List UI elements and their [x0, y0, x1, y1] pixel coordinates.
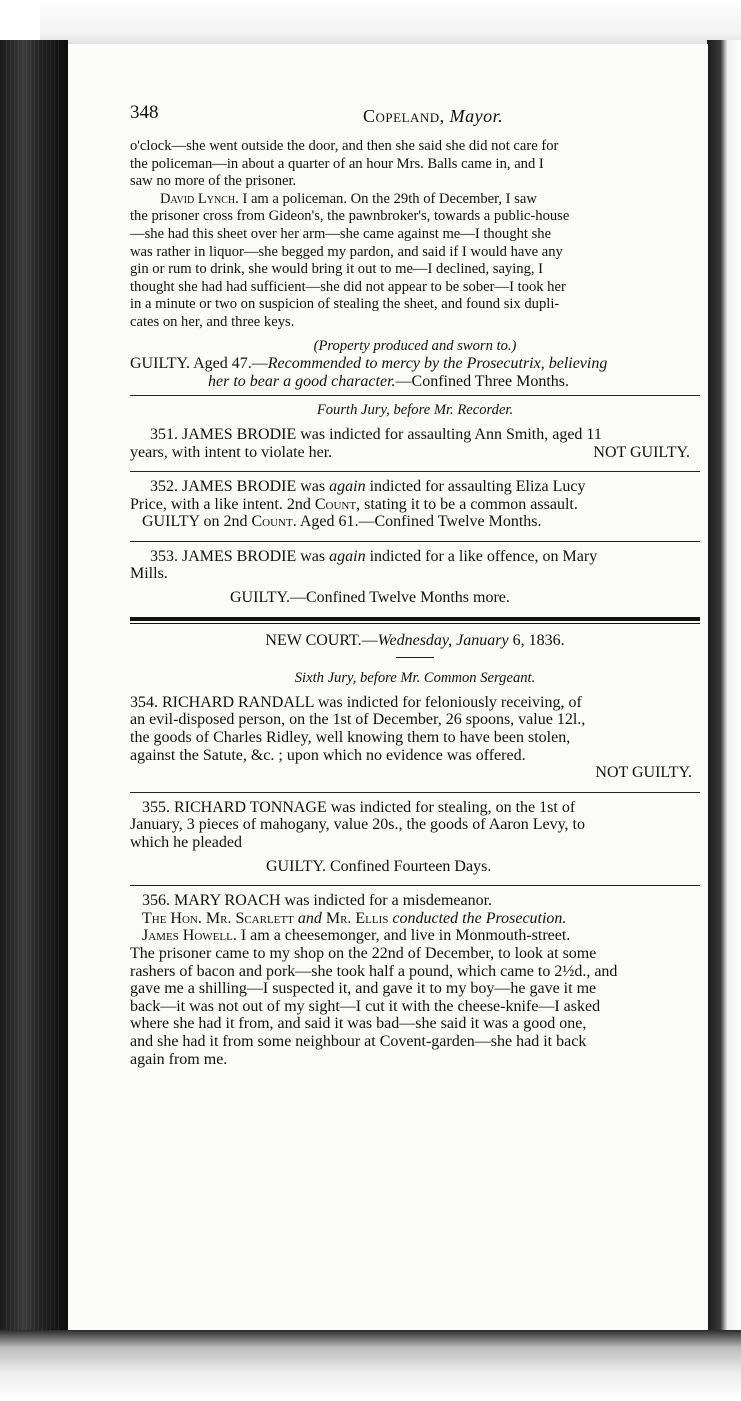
counsel-text: and — [293, 909, 326, 927]
court-year: 6, 1836. — [508, 631, 565, 649]
verdict-recommendation: Recommended to mercy by the Prosecutrix, believing — [267, 355, 608, 373]
text-line: an evil-disposed person, on the 1st of December, 26 spoons, value 12l., — [130, 711, 586, 729]
text-line: and she had it from some neighbour at Covent-garden—she had it back — [130, 1032, 587, 1050]
text-line: o'clock—she went outside the door, and then she said she did not care for — [130, 138, 559, 154]
page-number: 348 — [130, 102, 159, 123]
section-divider — [130, 471, 700, 472]
witness-name: James Howell. — [142, 927, 237, 945]
court-divider — [130, 617, 700, 624]
verdict-text: . Aged 61.—Confined Twelve Months. — [292, 513, 542, 531]
case-text: Count — [314, 495, 357, 513]
page-header — [130, 102, 700, 138]
text-line: was rather in liquor—she begged my pardon, and said if I would have any — [130, 243, 563, 260]
case-354 — [130, 694, 700, 782]
text-line: 355. RICHARD TONNAGE was indicted for stealing, on the 1st of — [142, 798, 576, 816]
witness-name: David Lynch. — [160, 190, 239, 207]
verdict-text: Count — [251, 513, 293, 531]
text-line: saw no more of the prisoner. — [130, 173, 297, 190]
jury-heading: Fourth Jury, before Mr. Recorder. — [316, 402, 514, 419]
case-text: again — [329, 478, 366, 496]
text-line — [130, 496, 700, 514]
case-355 — [130, 799, 700, 875]
section-divider — [130, 541, 700, 542]
counsel-name: Mr. Ellis — [325, 909, 389, 927]
text-line: the goods of Charles Ridley, well knowing them to have been stolen, — [130, 729, 571, 747]
case-text: 353. JAMES BRODIE was — [150, 547, 330, 565]
running-head-name: Copeland, — [363, 106, 445, 126]
witness-line — [130, 927, 700, 945]
text-line: where she had it from, and said it was bad—she said it was a good one, — [130, 1015, 587, 1033]
case-356 — [130, 892, 700, 1068]
text-line: January, 3 pieces of mahogany, value 20s., the goods of Aaron Levy, to — [130, 816, 585, 834]
verdict-line — [130, 355, 700, 373]
case-353 — [130, 548, 700, 607]
counsel-line — [130, 910, 700, 928]
text-line: 354. RICHARD RANDALL was indicted for feloniously receiving, of — [130, 693, 582, 711]
verdict-line: GUILTY.—Confined Twelve Months more. — [230, 589, 510, 607]
verdict-line — [130, 513, 700, 531]
running-head-title: Mayor. — [449, 106, 504, 126]
page-bottom-edge — [0, 1330, 741, 1401]
case-text: 352. JAMES BRODIE was — [150, 478, 330, 496]
text-line: 356. MARY ROACH was indicted for a misdemeanor. — [142, 892, 493, 910]
text-line: the prisoner cross from Gideon's, the pawnbroker's, towards a public-house — [130, 208, 570, 225]
text-line: against the Satute, &c. ; upon which no evidence was offered. — [130, 746, 526, 764]
verdict-text: NOT GUILTY. — [593, 443, 690, 461]
running-head — [363, 106, 503, 127]
witness-text: I am a cheesemonger, and live in Monmouth-street. — [236, 927, 571, 945]
binding-texture — [6, 40, 62, 1360]
page-top-edge — [40, 0, 741, 48]
case-351 — [130, 426, 700, 461]
verdict-recommendation: her to bear a good character. — [208, 372, 396, 390]
text-line: gin or rum to drink, she would bring it out to me—I declined, saying, I — [130, 261, 544, 278]
court-heading — [130, 632, 700, 650]
case-text: , stating it to be a common assault. — [356, 495, 578, 513]
case-text: indicted for assaulting Eliza Lucy — [365, 478, 586, 496]
text-line: rashers of bacon and pork—she took half a pound, which came to 2½d., and — [130, 962, 618, 980]
text-line: in a minute or two on suspicion of stealing the sheet, and found six dupli- — [130, 296, 560, 313]
next-page-edge — [707, 40, 741, 1340]
text-line: again from me. — [130, 1050, 228, 1068]
counsel-name: The Hon. Mr. Scarlett — [142, 909, 294, 927]
short-divider — [396, 657, 434, 658]
verdict-line — [130, 373, 700, 391]
text-line: thought she had had sufficient—she did not appear to be sober—I took her — [130, 278, 566, 295]
court-title: NEW COURT.— — [265, 631, 378, 649]
verdict-line: GUILTY. Confined Fourteen Days. — [266, 857, 492, 875]
witness-line — [130, 191, 700, 209]
text-line: The prisoner came to my shop on the 22nd of December, to look at some — [130, 944, 597, 962]
text-line — [130, 478, 700, 496]
book-page — [68, 44, 708, 1332]
section-divider — [130, 792, 700, 793]
section-divider — [130, 395, 700, 396]
property-note: (Property produced and sworn to.) — [313, 337, 517, 354]
verdict-text: GUILTY. Aged 47.— — [130, 355, 268, 373]
section-divider — [130, 885, 700, 886]
court-date: Wednesday, January — [377, 631, 509, 649]
text-line — [130, 444, 700, 462]
text-line: gave me a shilling—I suspected it, and gave it to my boy—he gave it me — [130, 980, 597, 998]
text-line: 351. JAMES BRODIE was indicted for assaulting Ann Smith, aged 11 — [150, 425, 602, 443]
case-text: indicted for a like offence, on Mary — [365, 547, 598, 565]
verdict-sentence: —Confined Three Months. — [395, 372, 569, 390]
text-line: —she had this sheet over her arm—she came against me—I thought she — [130, 225, 552, 242]
text-line — [130, 548, 700, 566]
verdict-text: GUILTY on 2nd — [142, 513, 252, 531]
text-line: cates on her, and three keys. — [130, 313, 295, 330]
case-text: years, with intent to violate her. — [130, 443, 333, 461]
text-line: the policeman—in about a quarter of an hour Mrs. Balls came in, and I — [130, 155, 544, 172]
verdict-line: NOT GUILTY. — [595, 764, 692, 782]
text-line: which he pleaded — [130, 834, 242, 851]
case-text: again — [329, 547, 366, 565]
text-line: back—it was not out of my sight—I cut it with the cheese-knife—I asked — [130, 997, 601, 1015]
counsel-text: conducted the Prosecution. — [388, 909, 567, 927]
witness-text: I am a policeman. On the 29th of December, I saw — [238, 190, 537, 207]
text-line: Mills. — [130, 565, 168, 583]
case-352 — [130, 478, 700, 531]
case-350-text — [130, 138, 700, 390]
page-content — [130, 102, 700, 1068]
case-text: Price, with a like intent. 2nd — [130, 495, 315, 513]
jury-heading: Sixth Jury, before Mr. Common Sergeant. — [294, 670, 536, 687]
